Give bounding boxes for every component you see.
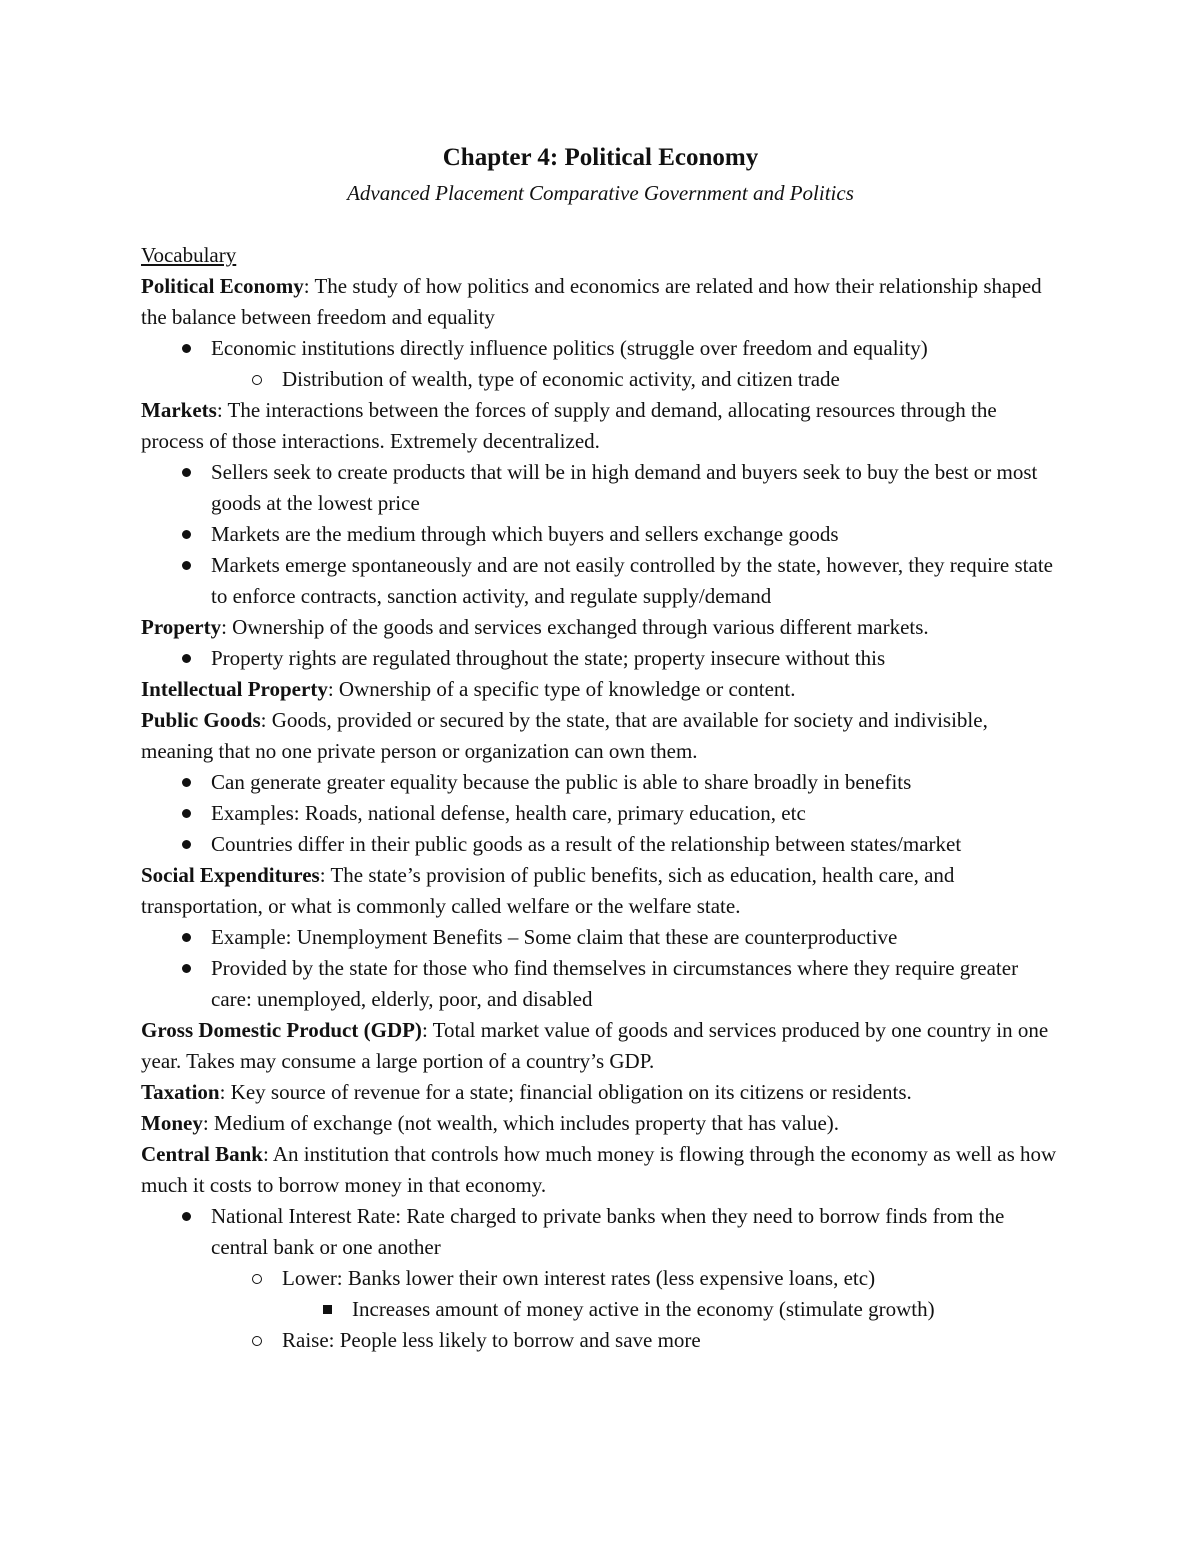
bullet-list — [141, 922, 1060, 1015]
list-item-text: Example: Unemployment Benefits – Some claim that these are counterproductive — [211, 925, 898, 949]
vocab-definition: : The interactions between the forces of supply and demand, allocating resources through the process of those interactions. Extremely decentralized. — [141, 398, 997, 453]
filled-bullet-icon — [171, 798, 201, 829]
list-item-text: Lower: Banks lower their own interest rates (less expensive loans, etc) — [282, 1266, 876, 1290]
section-heading: Vocabulary — [141, 243, 237, 267]
vocab-term: Gross Domestic Product (GDP) — [141, 1018, 422, 1042]
vocab-entry — [141, 1108, 1060, 1139]
bullet-list — [141, 333, 1060, 395]
vocab-definition: : The study of how politics and economics are related and how their relationship shaped the balance between freedom and equality — [141, 274, 1042, 329]
vocab-definition: : Ownership of a specific type of knowledge or content. — [327, 677, 796, 701]
list-item — [141, 953, 1060, 1015]
list-item — [141, 643, 1060, 674]
vocabulary-list — [141, 271, 1060, 1356]
vocab-term: Political Economy — [141, 274, 304, 298]
filled-bullet-icon — [171, 1201, 201, 1232]
hollow-bullet-icon — [242, 1325, 272, 1356]
list-item — [141, 1325, 1060, 1356]
vocab-definition: : The state’s provision of public benefits, sich as education, health care, and transportation, or what is commonly called welfare or the welfare state. — [141, 863, 955, 918]
vocab-entry — [141, 1077, 1060, 1108]
vocab-term: Markets — [141, 398, 217, 422]
square-bullet-icon — [312, 1294, 342, 1325]
vocab-definition: : Ownership of the goods and services exchanged through various different markets. — [221, 615, 929, 639]
list-item-text: Sellers seek to create products that will be in high demand and buyers seek to buy the best or most goods at the lowest price — [211, 460, 1038, 515]
list-item-text: Distribution of wealth, type of economic activity, and citizen trade — [282, 367, 840, 391]
list-item — [141, 550, 1060, 612]
filled-bullet-icon — [171, 519, 201, 550]
list-item-text: Increases amount of money active in the economy (stimulate growth) — [352, 1297, 935, 1321]
vocab-term: Social Expenditures — [141, 863, 320, 887]
bullet-list — [141, 643, 1060, 674]
vocab-definition: : An institution that controls how much money is flowing through the economy as well as how much it costs to borrow money in that economy. — [141, 1142, 1057, 1197]
vocab-term: Taxation — [141, 1080, 220, 1104]
bullet-list — [141, 767, 1060, 860]
vocab-entry — [141, 674, 1060, 705]
list-item-text: Markets emerge spontaneously and are not easily controlled by the state, however, they require state to enforce contracts, sanction activity, and regulate supply/demand — [211, 553, 1053, 608]
list-item — [141, 457, 1060, 519]
filled-bullet-icon — [171, 953, 201, 984]
page-title: Chapter 4: Political Economy — [442, 144, 759, 171]
list-item-text: Property rights are regulated throughout the state; property insecure without this — [211, 646, 886, 670]
list-item — [141, 333, 1060, 364]
filled-bullet-icon — [171, 922, 201, 953]
list-item — [141, 1201, 1060, 1263]
hollow-bullet-icon — [242, 364, 272, 395]
vocab-entry — [141, 395, 1060, 457]
filled-bullet-icon — [171, 457, 201, 488]
list-item — [141, 1294, 1060, 1325]
filled-bullet-icon — [171, 333, 201, 364]
filled-bullet-icon — [171, 643, 201, 674]
list-item-text: Economic institutions directly influence politics (struggle over freedom and equality) — [211, 336, 928, 360]
bullet-list — [141, 457, 1060, 612]
page-subtitle: Advanced Placement Comparative Government and Politics — [347, 181, 854, 205]
vocab-entry — [141, 705, 1060, 767]
filled-bullet-icon — [171, 550, 201, 581]
list-item — [141, 519, 1060, 550]
vocab-definition: : Total market value of goods and services produced by one country in one year. Takes may consume a large portion of a country’s GDP. — [141, 1018, 1049, 1073]
list-item — [141, 767, 1060, 798]
list-item-text: Can generate greater equality because the public is able to share broadly in benefits — [211, 770, 912, 794]
vocab-entry — [141, 271, 1060, 333]
vocab-entry — [141, 1015, 1060, 1077]
list-item — [141, 364, 1060, 395]
list-item — [141, 829, 1060, 860]
filled-bullet-icon — [171, 767, 201, 798]
vocab-term: Intellectual Property — [141, 677, 328, 701]
list-item-text: National Interest Rate: Rate charged to private banks when they need to borrow finds from the central bank or one another — [211, 1204, 1005, 1259]
list-item — [141, 1263, 1060, 1294]
vocab-entry — [141, 1139, 1060, 1201]
vocab-term: Public Goods — [141, 708, 261, 732]
vocab-term: Central Bank — [141, 1142, 263, 1166]
vocab-definition: : Goods, provided or secured by the state, that are available for society and indivisible, meaning that no one private person or organization can own them. — [141, 708, 988, 763]
bullet-list — [141, 1201, 1060, 1356]
list-item-text: Examples: Roads, national defense, health care, primary education, etc — [211, 801, 806, 825]
vocab-entry — [141, 860, 1060, 922]
vocab-term: Money — [141, 1111, 203, 1135]
list-item — [141, 922, 1060, 953]
vocab-term: Property — [141, 615, 222, 639]
hollow-bullet-icon — [242, 1263, 272, 1294]
filled-bullet-icon — [171, 829, 201, 860]
list-item-text: Markets are the medium through which buyers and sellers exchange goods — [211, 522, 839, 546]
vocab-definition: : Medium of exchange (not wealth, which includes property that has value). — [202, 1111, 840, 1135]
list-item — [141, 798, 1060, 829]
list-item-text: Countries differ in their public goods as a result of the relationship between states/market — [211, 832, 962, 856]
list-item-text: Provided by the state for those who find themselves in circumstances where they require greater care: unemployed, elderly, poor, and disabled — [211, 956, 1019, 1011]
list-item-text: Raise: People less likely to borrow and save more — [282, 1328, 701, 1352]
vocab-definition: : Key source of revenue for a state; financial obligation on its citizens or residents. — [219, 1080, 912, 1104]
vocab-entry — [141, 612, 1060, 643]
